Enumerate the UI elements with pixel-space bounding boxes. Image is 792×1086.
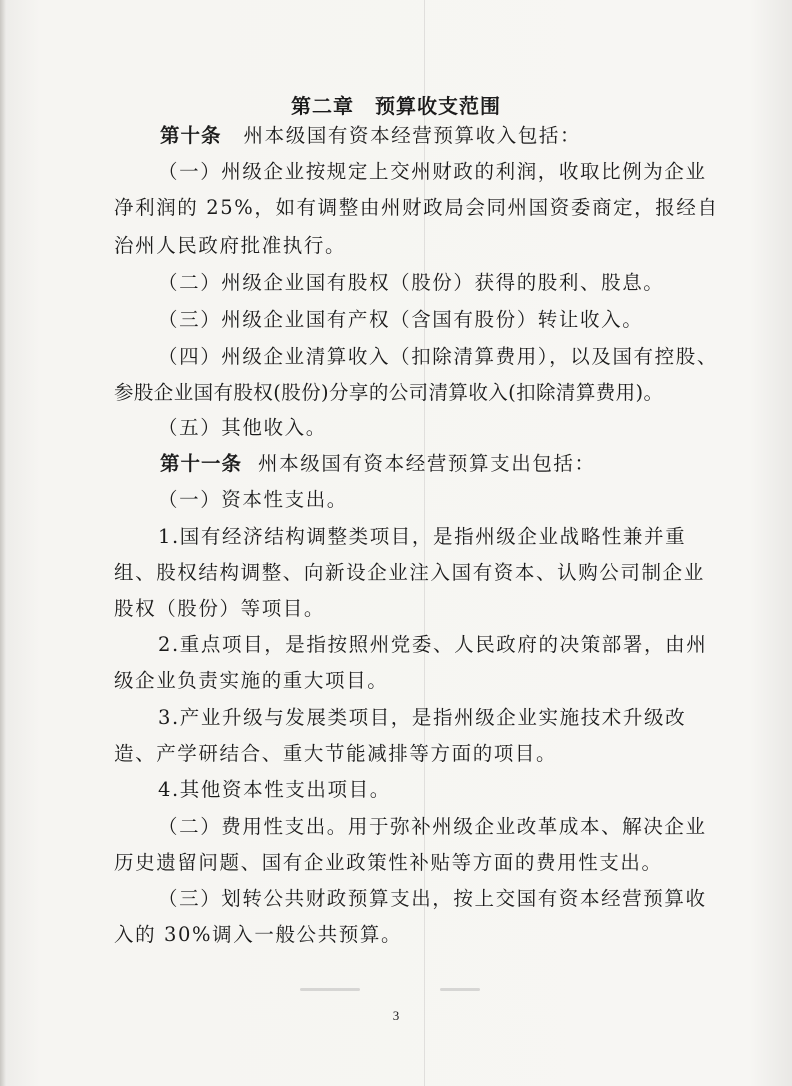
text-line: 组、股权结构调整、向新设企业注入国有资本、认购公司制企业 (114, 561, 705, 584)
text-line: 2.重点项目，是指按照州党委、人民政府的决策部署，由州 (158, 633, 708, 656)
text-line: （五）其他收入。 (158, 416, 327, 439)
text-line: （一）州级企业按规定上交州财政的利润，收取比例为企业 (158, 160, 707, 183)
text-line: 3.产业升级与发展类项目，是指州级企业实施技术升级改 (158, 706, 687, 729)
text-line: 入的 30%调入一般公共预算。 (114, 923, 403, 946)
text-line: 造、产学研结合、重大节能减排等方面的项目。 (114, 742, 558, 765)
article-11-line (160, 452, 596, 476)
scan-smudge (300, 988, 360, 991)
article-10-text: 州本级国有资本经营预算收入包括： (243, 124, 582, 147)
text-line: （三）州级企业国有产权（含国有股份）转让收入。 (158, 308, 644, 331)
text-line: （三）划转公共财政预算支出，按上交国有资本经营预算收 (158, 887, 707, 910)
article-11-number: 第十一条 (160, 452, 243, 475)
text-line: 1.国有经济结构调整类项目，是指州级企业战略性兼并重 (158, 525, 687, 548)
chapter-heading: 第二章 预算收支范围 (291, 94, 501, 118)
article-11-text: 州本级国有资本经营预算支出包括： (258, 452, 596, 475)
text-line: 治州人民政府批准执行。 (114, 234, 347, 257)
page-number: 3 (392, 1008, 400, 1023)
scan-smudge (440, 988, 480, 991)
text-line: 参股企业国有股权(股份)分享的公司清算收入(扣除清算费用)。 (114, 381, 664, 404)
text-line: （二）费用性支出。用于弥补州级企业改革成本、解决企业 (158, 815, 707, 838)
text-line: 股权（股份）等项目。 (114, 597, 326, 620)
article-10-number: 第十条 (160, 124, 222, 147)
text-line: 净利润的 25%，如有调整由州财政局会同州国资委商定，报经自 (114, 196, 719, 219)
text-line: （一）资本性支出。 (158, 488, 348, 511)
text-line: （二）州级企业国有股权（股份）获得的股利、股息。 (158, 271, 665, 294)
text-line: （四）州级企业清算收入（扣除清算费用），以及国有控股、 (158, 345, 718, 368)
text-line: 级企业负责实施的重大项目。 (114, 669, 389, 692)
text-line: 历史遗留问题、国有企业政策性补贴等方面的费用性支出。 (114, 851, 663, 874)
scan-edge (0, 0, 6, 1086)
article-10-line (160, 124, 581, 148)
text-line: 4.其他资本性支出项目。 (158, 778, 391, 801)
